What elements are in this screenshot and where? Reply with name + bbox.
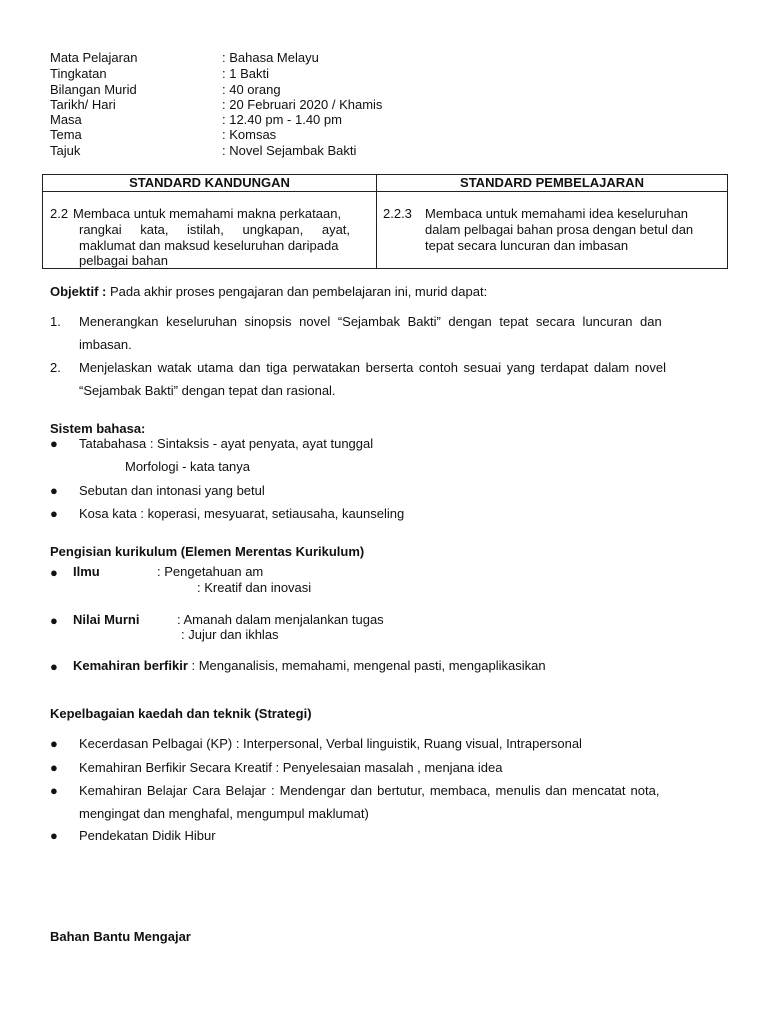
ilmu-value: : Kreatif dan inovasi	[197, 580, 312, 595]
meta-value: : 12.40 pm - 1.40 pm	[222, 112, 342, 127]
meta-label: Tema	[50, 127, 82, 142]
strategi-item: Kecerdasan Pelbagai (KP) : Interpersonal, Verbal linguistik, Ruang visual, Intrapersonal	[79, 736, 582, 751]
sp-line: Membaca untuk memahami idea keseluruhan	[425, 206, 689, 221]
meta-row-students	[50, 82, 470, 98]
bullet-icon: ●	[50, 760, 58, 775]
sk-line: maklumat dan maksud keseluruhan daripada	[79, 238, 339, 253]
meta-value: : Komsas	[222, 127, 277, 142]
strategi-item: Kemahiran Belajar Cara Belajar : Mendengar dan bertutur, membaca, menulis dan mencatat nota,	[79, 783, 660, 798]
strategi-item-continued: mengingat dan menghafal, mengumpul maklumat)	[79, 806, 369, 821]
kemahiran-berfikir-line	[73, 658, 546, 673]
nilai-murni-label: Nilai Murni	[73, 612, 140, 627]
sp-line: tepat secara luncuran dan imbasan	[425, 238, 629, 253]
pengisian-title: Pengisian kurikulum (Elemen Merentas Kurikulum)	[50, 544, 365, 559]
sk-line	[79, 222, 370, 237]
ilmu-label: Ilmu	[73, 564, 100, 579]
strategi-item: Kemahiran Berfikir Secara Kreatif : Penyelesaian masalah , menjana idea	[79, 760, 503, 775]
meta-row-title	[50, 143, 470, 159]
meta-row-date	[50, 97, 470, 113]
meta-value: : 40 orang	[222, 82, 281, 97]
bullet-icon: ●	[50, 783, 58, 798]
bullet-icon: ●	[50, 436, 58, 451]
objektif-number: 2.	[50, 360, 61, 375]
meta-label: Tingkatan	[50, 66, 107, 81]
sp-number: 2.2.3	[383, 206, 412, 221]
meta-label: Tarikh/ Hari	[50, 97, 116, 112]
ilmu-value: : Pengetahuan am	[157, 564, 264, 579]
nilai-murni-value: : Jujur dan ikhlas	[181, 627, 279, 642]
objektif-item-line: “Sejambak Bakti” dengan tepat dan rasional.	[79, 383, 336, 398]
meta-row-subject	[50, 50, 470, 66]
objektif-intro-text: Pada akhir proses pengajaran dan pembelajaran ini, murid dapat:	[106, 284, 488, 299]
meta-row-time	[50, 112, 470, 128]
meta-label: Bilangan Murid	[50, 82, 137, 97]
bullet-icon: ●	[50, 506, 58, 521]
sebutan-text: Sebutan dan intonasi yang betul	[79, 483, 265, 498]
meta-label: Mata Pelajaran	[50, 50, 138, 65]
sk-number: 2.2	[50, 206, 69, 221]
objektif-item-line: Menjelaskan watak utama dan tiga perwatakan berserta contoh sesuai yang terdapat dalam novel	[79, 360, 666, 375]
bullet-icon: ●	[50, 828, 58, 843]
strategi-item: Pendekatan Didik Hibur	[79, 828, 216, 843]
header-standard-kandungan: STANDARD KANDUNGAN	[43, 175, 377, 192]
objektif-item-line: Menerangkan keseluruhan sinopsis novel “Sejambak Bakti” dengan tepat secara luncuran dan	[79, 314, 662, 329]
cell-standard-kandungan	[43, 192, 377, 269]
kemahiran-berfikir-label: Kemahiran berfikir	[73, 658, 188, 673]
standards-table	[42, 174, 728, 269]
meta-value: : 1 Bakti	[222, 66, 269, 81]
strategi-title: Kepelbagaian kaedah dan teknik (Strategi)	[50, 706, 312, 721]
meta-value: : Novel Sejambak Bakti	[222, 143, 357, 158]
meta-value: : 20 Februari 2020 / Khamis	[222, 97, 383, 112]
kemahiran-berfikir-value: : Menganalisis, memahami, mengenal pasti, mengaplikasikan	[187, 658, 546, 673]
meta-row-form	[50, 66, 470, 82]
header-standard-pembelajaran: STANDARD PEMBELAJARAN	[377, 175, 728, 192]
sk-line: pelbagai bahan	[79, 253, 168, 268]
sk-line-text: rangkai kata, istilah, ungkapan, ayat,	[79, 222, 351, 237]
objektif-label: Objektif :	[50, 284, 107, 299]
bullet-icon: ●	[50, 736, 58, 751]
sp-line: dalam pelbagai bahan prosa dengan betul dan	[425, 222, 694, 237]
objektif-number: 1.	[50, 314, 61, 329]
meta-value: : Bahasa Melayu	[222, 50, 319, 65]
objektif-intro	[50, 284, 487, 299]
morfologi-text: Morfologi - kata tanya	[125, 459, 251, 474]
meta-label: Tajuk	[50, 143, 81, 158]
bullet-icon: ●	[50, 483, 58, 498]
kosa-kata-text: Kosa kata : koperasi, mesyuarat, setiausaha, kaunseling	[79, 506, 405, 521]
meta-row-theme	[50, 127, 470, 143]
bullet-icon: ●	[50, 613, 58, 628]
tatabahasa-text: Tatabahasa : Sintaksis - ayat penyata, ayat tunggal	[79, 436, 374, 451]
cell-standard-pembelajaran	[377, 192, 728, 269]
objektif-item-line: imbasan.	[79, 337, 132, 352]
sk-line: Membaca untuk memahami makna perkataan,	[73, 206, 342, 221]
bullet-icon: ●	[50, 659, 58, 674]
nilai-murni-value: : Amanah dalam menjalankan tugas	[177, 612, 384, 627]
bahan-bantu-title: Bahan Bantu Mengajar	[50, 929, 191, 944]
meta-label: Masa	[50, 112, 82, 127]
bullet-icon: ●	[50, 565, 58, 580]
sistem-bahasa-title: Sistem bahasa:	[50, 421, 146, 436]
